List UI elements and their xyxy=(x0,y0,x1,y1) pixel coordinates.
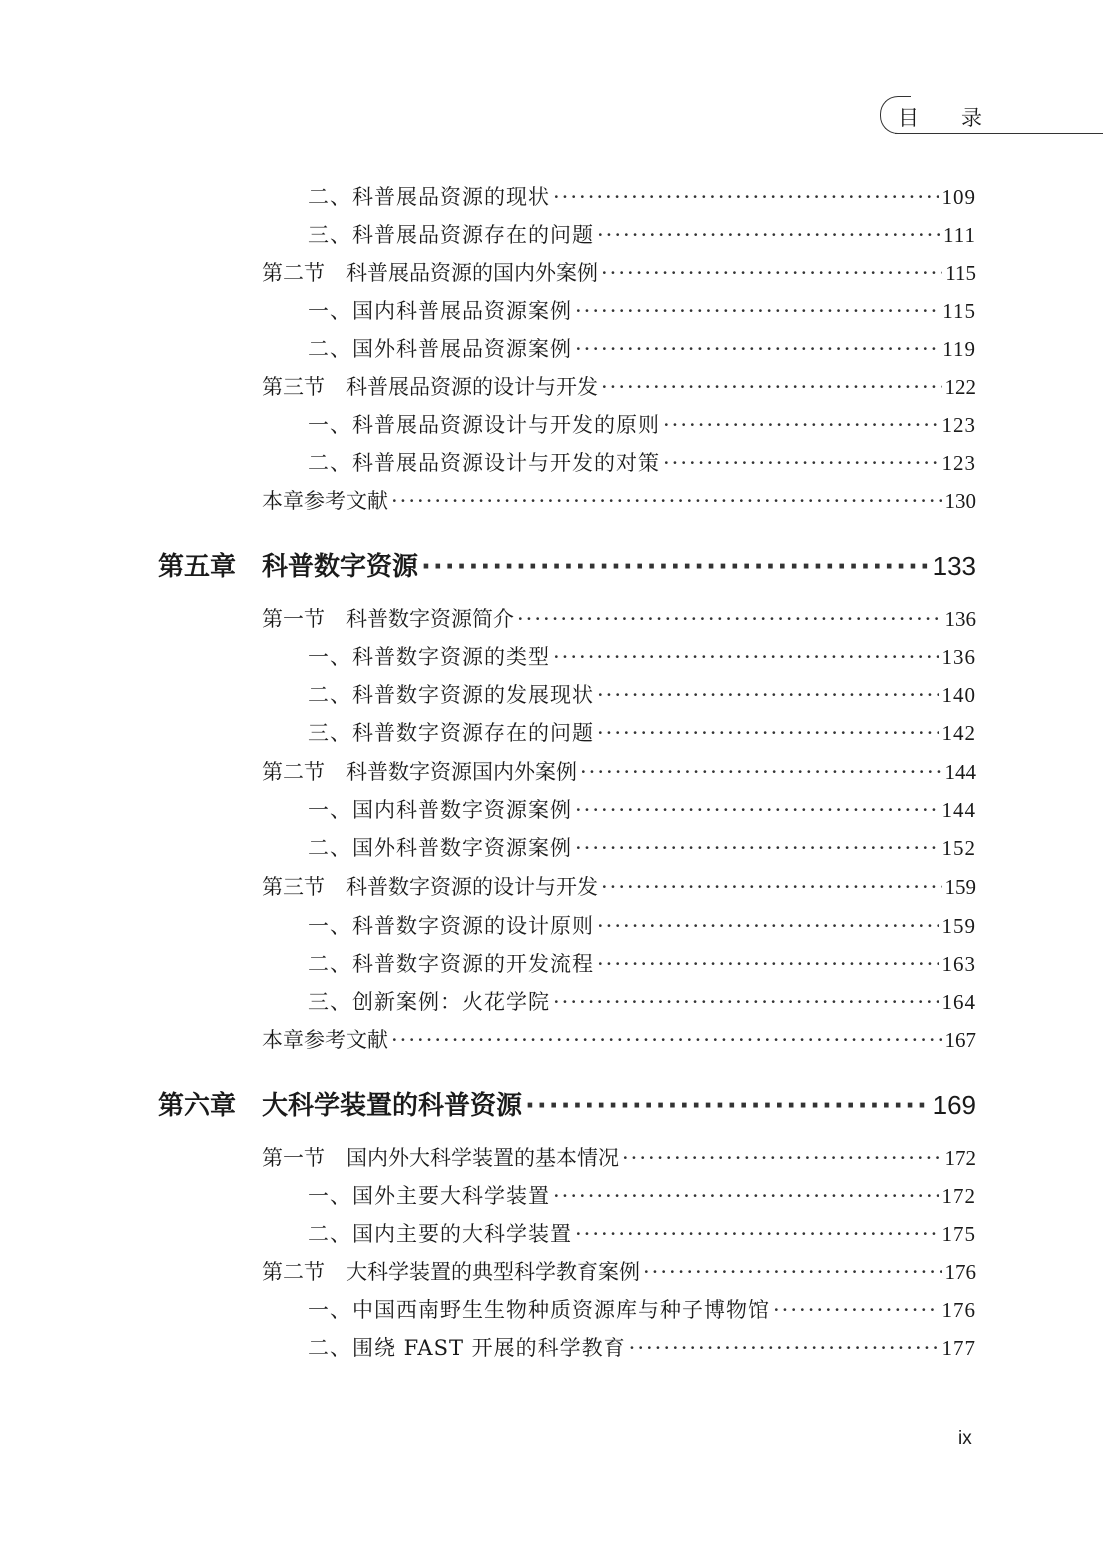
toc-entry-label: 第二节 科普展品资源的国内外案例 xyxy=(262,261,598,285)
dot-leader xyxy=(575,836,939,860)
toc-entry-section[interactable] xyxy=(262,1256,976,1286)
dot-leader xyxy=(553,1184,939,1208)
toc-entry-item[interactable] xyxy=(308,295,976,325)
toc-entry-item[interactable] xyxy=(308,794,976,824)
toc-entry-page: 169 xyxy=(932,1090,976,1120)
toc-entry-label: 第二节 科普数字资源国内外案例 xyxy=(262,760,577,784)
toc-entry-item[interactable] xyxy=(308,219,976,249)
dot-leader xyxy=(580,760,942,784)
toc-entry-page: 159 xyxy=(944,875,976,899)
toc-entry-page: 140 xyxy=(941,683,976,707)
header-title: 目 录 xyxy=(898,106,982,130)
toc-entry-label: 第六章 大科学装置的科普资源 xyxy=(158,1091,523,1121)
dot-leader xyxy=(597,223,940,247)
toc-entry-label: 本章参考文献 xyxy=(262,489,388,513)
toc-entry-page: 163 xyxy=(941,952,976,976)
toc-entry-page: 175 xyxy=(941,1222,976,1246)
dot-leader xyxy=(421,552,930,582)
dot-leader xyxy=(663,413,939,437)
toc-entry-page: 176 xyxy=(941,1298,976,1322)
toc-entry-label: 第一节 科普数字资源简介 xyxy=(262,607,514,631)
toc-entry-page: 172 xyxy=(941,1184,976,1208)
toc-entry-label: 二、科普展品资源设计与开发的对策 xyxy=(308,451,660,475)
toc-entry-page: 144 xyxy=(944,760,976,784)
toc-entry-label: 三、科普展品资源存在的问题 xyxy=(308,223,594,247)
toc-entry-label: 一、科普数字资源的类型 xyxy=(308,645,550,669)
toc-entry-page: 136 xyxy=(944,607,976,631)
toc-entry-page: 172 xyxy=(944,1146,976,1170)
dot-leader xyxy=(597,914,939,938)
toc-entry-section[interactable] xyxy=(262,603,976,633)
toc-entry-label: 一、中国西南野生生物种质资源库与种子博物馆 xyxy=(308,1298,770,1322)
header-rule xyxy=(895,133,1103,134)
toc-entry-item[interactable] xyxy=(308,333,976,363)
toc-entry-label: 二、科普数字资源的开发流程 xyxy=(308,952,594,976)
toc-entry-label: 二、科普展品资源的现状 xyxy=(308,185,550,209)
toc-entry-item[interactable] xyxy=(308,1294,976,1324)
toc-entry-label: 二、国内主要的大科学装置 xyxy=(308,1222,572,1246)
toc-entry-chapter[interactable] xyxy=(158,1085,976,1123)
toc-entry-section[interactable] xyxy=(262,871,976,901)
toc-entry-label: 一、科普展品资源设计与开发的原则 xyxy=(308,413,660,437)
toc-entry-label: 二、围绕 FAST 开展的科学教育 xyxy=(308,1336,626,1360)
dot-leader xyxy=(597,683,939,707)
dot-leader xyxy=(622,1146,942,1170)
toc-entry-section[interactable] xyxy=(262,1142,976,1172)
toc-entry-label: 二、国外科普数字资源案例 xyxy=(308,836,572,860)
dot-leader xyxy=(601,375,942,399)
toc-entry-section[interactable] xyxy=(262,257,976,287)
toc-entry-item[interactable] xyxy=(308,832,976,862)
toc-entry-label: 一、国外主要大科学装置 xyxy=(308,1184,550,1208)
toc-entry-section[interactable] xyxy=(262,756,976,786)
toc-entry-item[interactable] xyxy=(308,641,976,671)
dot-leader xyxy=(575,798,939,822)
dot-leader xyxy=(517,607,942,631)
toc-entry-page: 115 xyxy=(945,261,976,285)
running-header xyxy=(880,96,1103,134)
dot-leader xyxy=(575,1222,939,1246)
toc-entry-page: 133 xyxy=(932,551,976,581)
toc-entry-label: 第三节 科普展品资源的设计与开发 xyxy=(262,375,598,399)
dot-leader xyxy=(601,875,942,899)
toc-entry-page: 115 xyxy=(942,299,976,323)
toc-entry-item[interactable] xyxy=(308,948,976,978)
dot-leader xyxy=(773,1298,939,1322)
toc-entry-refs[interactable] xyxy=(262,485,976,515)
toc-entry-page: 136 xyxy=(941,645,976,669)
toc-entry-label: 一、国内科普展品资源案例 xyxy=(308,299,572,323)
toc-entry-page: 159 xyxy=(941,914,976,938)
toc-entry-label: 一、国内科普数字资源案例 xyxy=(308,798,572,822)
toc-entry-page: 123 xyxy=(941,451,976,475)
toc-entry-label: 第三节 科普数字资源的设计与开发 xyxy=(262,875,598,899)
dot-leader xyxy=(553,185,939,209)
toc-entry-refs[interactable] xyxy=(262,1024,976,1054)
toc-entry-page: 109 xyxy=(941,185,976,209)
toc-entry-item[interactable] xyxy=(308,717,976,747)
toc-entry-page: 152 xyxy=(941,836,976,860)
page-number: ix xyxy=(958,1428,972,1449)
dot-leader xyxy=(643,1260,942,1284)
dot-leader xyxy=(597,721,939,745)
toc-entry-page: 122 xyxy=(944,375,976,399)
dot-leader xyxy=(663,451,939,475)
toc-entry-item[interactable] xyxy=(308,1218,976,1248)
toc-entry-item[interactable] xyxy=(308,986,976,1016)
toc-entry-label: 二、国外科普展品资源案例 xyxy=(308,337,572,361)
toc-entry-section[interactable] xyxy=(262,371,976,401)
toc-entry-page: 123 xyxy=(941,413,976,437)
dot-leader xyxy=(597,952,939,976)
toc-entry-label: 第二节 大科学装置的典型科学教育案例 xyxy=(262,1260,640,1284)
dot-leader xyxy=(553,645,939,669)
toc-entry-label: 三、创新案例：火花学院 xyxy=(308,990,550,1014)
toc-entry-label: 一、科普数字资源的设计原则 xyxy=(308,914,594,938)
toc-entry-page: 142 xyxy=(941,721,976,745)
dot-leader xyxy=(553,990,939,1014)
toc-entry-item[interactable] xyxy=(308,910,976,940)
toc-entry-page: 119 xyxy=(942,337,976,361)
toc-entry-label: 三、科普数字资源存在的问题 xyxy=(308,721,594,745)
dot-leader xyxy=(575,337,939,361)
dot-leader xyxy=(601,261,942,285)
toc-entry-item[interactable] xyxy=(308,409,976,439)
dot-leader xyxy=(575,299,939,323)
toc-entry-item[interactable] xyxy=(308,1332,976,1362)
toc-entry-page: 164 xyxy=(941,990,976,1014)
toc-entry-page: 167 xyxy=(944,1028,976,1052)
toc-entry-item[interactable] xyxy=(308,181,976,211)
toc-entry-page: 130 xyxy=(944,489,976,513)
toc-entry-page: 144 xyxy=(941,798,976,822)
toc-entry-item[interactable] xyxy=(308,1180,976,1210)
dot-leader xyxy=(391,489,942,513)
toc-entry-item[interactable] xyxy=(308,679,976,709)
toc-entry-item[interactable] xyxy=(308,447,976,477)
toc-entry-page: 176 xyxy=(944,1260,976,1284)
dot-leader xyxy=(525,1091,930,1121)
toc-entry-label: 本章参考文献 xyxy=(262,1028,388,1052)
toc-entry-label: 第五章 科普数字资源 xyxy=(158,552,419,582)
toc-entry-page: 111 xyxy=(943,223,976,247)
toc-entry-chapter[interactable] xyxy=(158,546,976,584)
toc-entry-label: 第一节 国内外大科学装置的基本情况 xyxy=(262,1146,619,1170)
toc-entry-label: 二、科普数字资源的发展现状 xyxy=(308,683,594,707)
dot-leader xyxy=(629,1336,939,1360)
dot-leader xyxy=(391,1028,942,1052)
toc-entry-page: 177 xyxy=(941,1336,976,1360)
